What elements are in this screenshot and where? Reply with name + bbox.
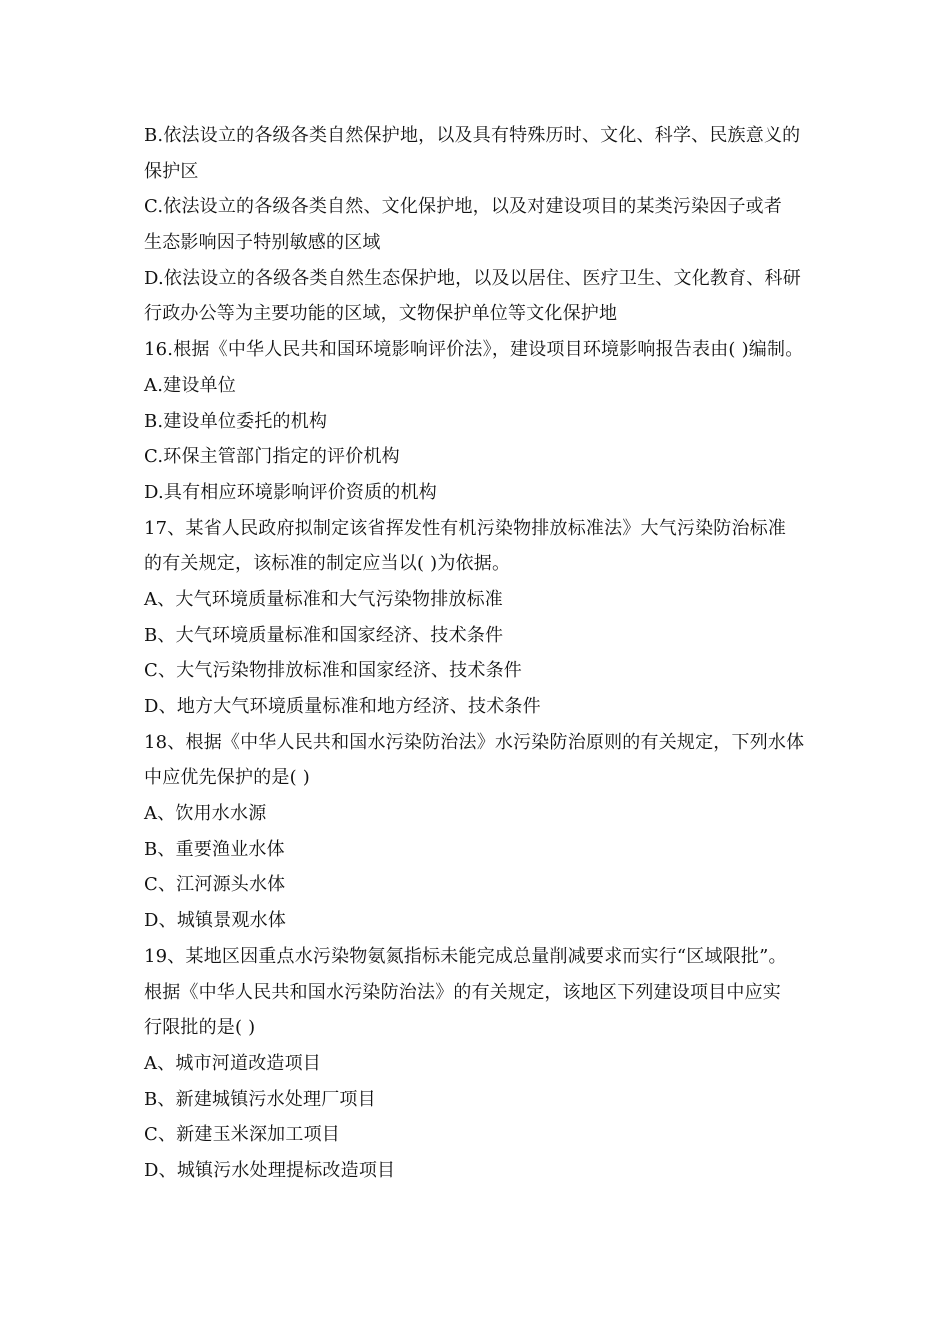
q17-option-d: D、地方大气环境质量标准和地方经济、技术条件	[144, 696, 541, 717]
q16-option-a: A.建设单位	[144, 374, 236, 396]
q18-option-c: C、江河源头水体	[144, 874, 286, 896]
question-18-line-1: 18、根据《中华人民共和国水污染防治法》水污染防治原则的有关规定，下列水体	[144, 731, 805, 753]
q18-option-a: A、饮用水水源	[144, 803, 267, 825]
q19-option-a: A、城市河道改造项目	[144, 1052, 321, 1074]
option-c-line-1: C.依法设立的各级各类自然、文化保护地，以及对建设项目的某类污染因子或者	[144, 196, 783, 218]
question-18-line-2: 中应优先保护的是( )	[144, 767, 310, 789]
question-19-line-1: 19、某地区因重点水污染物氨氮指标未能完成总量削减要求而实行“区域限批”。	[144, 945, 787, 967]
option-c-line-2: 生态影响因子特别敏感的区域	[144, 232, 381, 254]
question-17-line-2: 的有关规定，该标准的制定应当以( )为依据。	[144, 553, 511, 575]
q18-option-b: B、重要渔业水体	[144, 838, 285, 860]
q18-option-d: D、城镇景观水体	[144, 910, 287, 932]
question-19-line-3: 行限批的是( )	[144, 1017, 256, 1039]
q16-option-c: C.环保主管部门指定的评价机构	[144, 446, 400, 468]
q17-option-b: B、大气环境质量标准和国家经济、技术条件	[144, 624, 504, 646]
q17-option-c: C、大气污染物排放标准和国家经济、技术条件	[144, 660, 522, 682]
q16-option-b: B.建设单位委托的机构	[144, 410, 328, 432]
q19-option-d: D、城镇污水处理提标改造项目	[144, 1159, 396, 1181]
question-16: 16.根据《中华人民共和国环境影响评价法》，建设项目环境影响报告表由( )编制。	[144, 339, 804, 361]
q19-option-b: B、新建城镇污水处理厂项目	[144, 1088, 376, 1110]
q16-option-d: D.具有相应环境影响评价资质的机构	[144, 481, 437, 503]
option-d-line-1: D.依法设立的各级各类自然生态保护地，以及以居住、医疗卫生、文化教育、科研	[144, 267, 801, 289]
option-b-line-1: B.依法设立的各级各类自然保护地，以及具有特殊历时、文化、科学、民族意义的	[144, 125, 801, 146]
q19-option-c: C、新建玉米深加工项目	[144, 1124, 340, 1146]
option-b-line-2: 保护区	[144, 160, 199, 182]
question-17-line-1: 17、某省人民政府拟制定该省挥发性有机污染物排放标准法》大气污染防治标准	[144, 517, 787, 539]
q17-option-a: A、大气环境质量标准和大气污染物排放标准	[144, 588, 503, 610]
document-body	[144, 118, 824, 1189]
option-d-line-2: 行政办公等为主要功能的区域，文物保护单位等文化保护地	[144, 303, 618, 325]
question-19-line-2: 根据《中华人民共和国水污染防治法》的有关规定，该地区下列建设项目中应实	[144, 981, 781, 1003]
